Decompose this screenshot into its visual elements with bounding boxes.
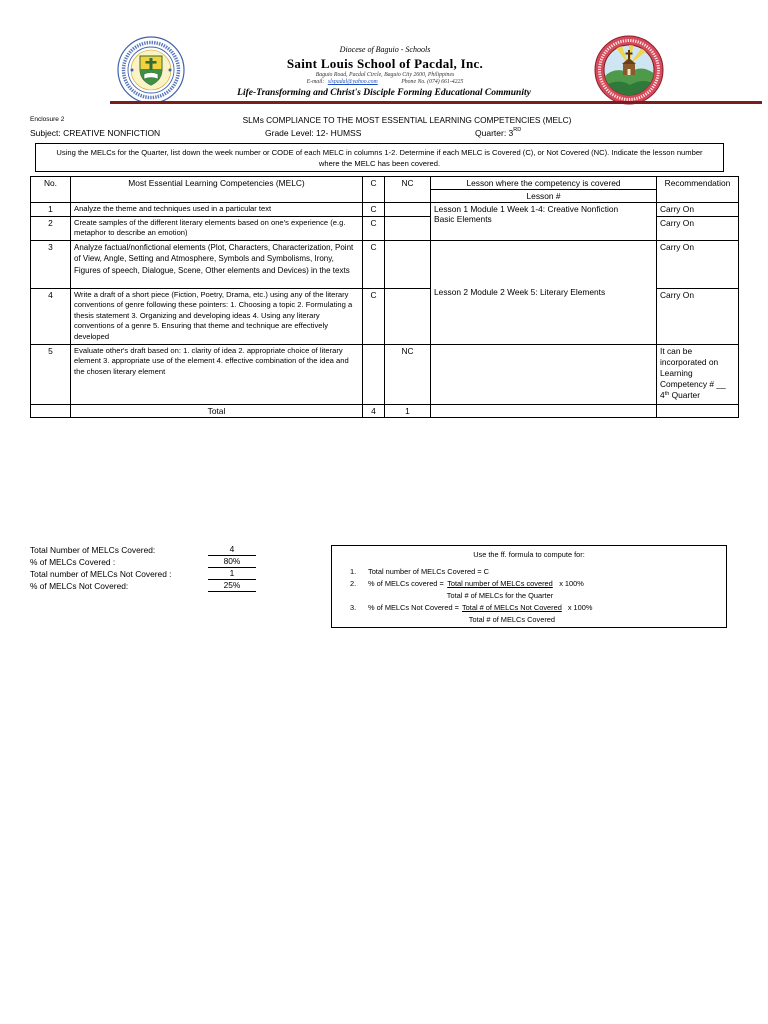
- summary-row: [30, 556, 270, 568]
- school-name: Saint Louis School of Pacdal, Inc.: [286, 56, 484, 71]
- table-header-row: [31, 177, 739, 190]
- recommendation-cell: Carry On: [657, 240, 739, 288]
- recommendation-quarter: [660, 390, 735, 401]
- table-row: [31, 203, 739, 217]
- col-header-c: C: [363, 177, 385, 203]
- summary-value: 4: [208, 544, 256, 556]
- lesson-line: Lesson 1 Module 1 Week 1-4: Creative Nonfiction: [434, 204, 619, 214]
- not-covered-cell: [385, 203, 431, 217]
- formula-number: 2.: [350, 579, 357, 588]
- col-header-lesson: Lesson where the competency is covered: [431, 177, 657, 190]
- phone-number: Phone No. (074) 661-4225: [401, 79, 464, 85]
- formula-multiplier: x 100%: [567, 603, 593, 612]
- melc-text: Create samples of the different literary elements based on one's experience (e.g. metaphor to describe an emotion): [71, 216, 363, 240]
- formula-numerator: Total number of MELCs covered: [447, 579, 553, 588]
- col-header-no: No.: [31, 177, 71, 203]
- quarter-suffix: RD: [513, 127, 522, 133]
- recommendation-cell: Carry On: [657, 203, 739, 217]
- enclosure-label: Enclosure 2: [30, 116, 65, 123]
- formula-heading: Use the ff. formula to compute for:: [473, 550, 585, 559]
- quarter-number: 4: [660, 389, 665, 400]
- total-label: Total: [71, 404, 363, 417]
- lesson-line: Lesson 2 Module 2 Week 5: Literary Elements: [434, 287, 606, 297]
- email-link[interactable]: slspadal@yahoo.com: [327, 79, 378, 85]
- col-header-melc: Most Essential Learning Competencies (MELC): [71, 177, 363, 203]
- total-covered: 4: [363, 404, 385, 417]
- not-covered-cell: [385, 216, 431, 240]
- formula-item: [350, 578, 584, 602]
- quarter-ordinal: th: [664, 390, 670, 397]
- not-covered-cell: NC: [385, 344, 431, 404]
- summary-row: [30, 544, 270, 556]
- melc-summary: [30, 544, 270, 592]
- melc-text: Write a draft of a short piece (Fiction, Poetry, Drama, etc.) using any of the literary conventions of genre following these pointers: 1. Choosing a topic 2. Formulating a thesis statement 3. Organizing and developing ideas 4. Using any literary conventions of a genre 5. Ensuring that theme and technique are effectively developed: [71, 288, 363, 344]
- melc-text: Evaluate other's draft based on: 1. clarity of idea 2. appropriate choice of literary element 3. appropriate use of the element 4. effective combination of the idea and the chosen literary element: [71, 344, 363, 404]
- row-number: 4: [31, 288, 71, 344]
- school-motto: Life-Transforming and Christ's Disciple Forming Educational Community: [237, 88, 531, 98]
- total-not-covered: 1: [385, 404, 431, 417]
- formula-fraction: [462, 602, 562, 626]
- recommendation-text: It can be incorporated on Learning Competency # __: [660, 345, 726, 389]
- diocese-line: Diocese of Baguio - Schools: [339, 45, 431, 54]
- summary-value: 1: [208, 568, 256, 580]
- formula-fraction: [447, 578, 553, 602]
- document-title: SLMs COMPLIANCE TO THE MOST ESSENTIAL LEARNING COMPETENCIES (MELC): [242, 115, 572, 125]
- school-contact: [200, 79, 570, 85]
- row-number: 2: [31, 216, 71, 240]
- header-rule: [110, 101, 762, 104]
- table-row: [31, 240, 739, 288]
- lesson-cell: [431, 203, 657, 241]
- lesson-cell: [431, 344, 657, 404]
- summary-value: 80%: [208, 556, 256, 568]
- not-covered-cell: [385, 288, 431, 344]
- lesson-cell: [431, 240, 657, 344]
- melc-text: Analyze factual/nonfictional elements (Plot, Characters, Characterization, Point of View, Angle, Setting and Atmosphere, Symbols and Symbolisms, Irony, Figures of speech, Dialogue, Scene, Other elements and Devices) in the texts: [71, 240, 363, 288]
- col-subheader-lesson-number: Lesson #: [431, 190, 657, 203]
- lesson-line: Basic Elements: [434, 214, 492, 224]
- formula-denominator: Total # of MELCs Covered: [468, 615, 556, 624]
- covered-cell: C: [363, 216, 385, 240]
- melc-table: [30, 176, 739, 418]
- recommendation-cell: Carry On: [657, 288, 739, 344]
- summary-label: Total Number of MELCs Covered:: [30, 545, 156, 555]
- recommendation-cell: Carry On: [657, 216, 739, 240]
- covered-cell: C: [363, 203, 385, 217]
- row-number: 3: [31, 240, 71, 288]
- quarter-word: Quarter: [669, 389, 700, 400]
- col-header-recommendation: Recommendation: [657, 177, 739, 203]
- melc-text: Analyze the theme and techniques used in a particular text: [71, 203, 363, 217]
- covered-cell: [363, 344, 385, 404]
- summary-row: [30, 568, 270, 580]
- grade-level-label: Grade Level: 12- HUMSS: [265, 128, 362, 138]
- school-address: Baguio Road, Pacdal Circle, Baguio City 2600, Philippines: [315, 72, 455, 78]
- email-label: E-mail:: [306, 79, 325, 85]
- formula-number: 3.: [350, 603, 357, 612]
- covered-cell: C: [363, 240, 385, 288]
- covered-cell: C: [363, 288, 385, 344]
- summary-label: % of MELCs Covered :: [30, 557, 116, 567]
- total-empty-cell: [431, 404, 657, 417]
- table-row: [31, 344, 739, 404]
- total-empty-cell: [31, 404, 71, 417]
- quarter-text: Quarter: 3: [475, 128, 514, 138]
- quarter-label: [475, 128, 521, 138]
- formula-lhs: % of MELCs Not Covered =: [368, 603, 459, 612]
- recommendation-cell: [657, 344, 739, 404]
- formula-item: [350, 566, 489, 578]
- summary-label: % of MELCs Not Covered:: [30, 581, 129, 591]
- formula-item: [350, 602, 592, 626]
- row-number: 5: [31, 344, 71, 404]
- formula-box: [331, 545, 727, 628]
- summary-value: 25%: [208, 580, 256, 592]
- formula-number: 1.: [350, 567, 357, 576]
- total-row: [31, 404, 739, 417]
- not-covered-cell: [385, 240, 431, 288]
- subject-label: Subject: CREATIVE NONFICTION: [30, 128, 161, 138]
- formula-lhs: % of MELCs covered =: [368, 579, 444, 588]
- summary-row: [30, 580, 270, 592]
- total-empty-cell: [657, 404, 739, 417]
- row-number: 1: [31, 203, 71, 217]
- formula-multiplier: x 100%: [559, 579, 584, 588]
- formula-text: Total number of MELCs Covered = C: [368, 567, 489, 576]
- summary-label: Total number of MELCs Not Covered :: [30, 569, 172, 579]
- formula-numerator: Total # of MELCs Not Covered: [461, 603, 562, 612]
- formula-denominator: Total # of MELCs for the Quarter: [446, 591, 554, 600]
- instructions-box: Using the MELCs for the Quarter, list down the week number or CODE of each MELC in columns 1-2. Determine if each MELC is Covered (C), or Not Covered (NC). Indicate the lesson number where the MELC has been covered.: [35, 143, 724, 172]
- col-header-nc: NC: [385, 177, 431, 203]
